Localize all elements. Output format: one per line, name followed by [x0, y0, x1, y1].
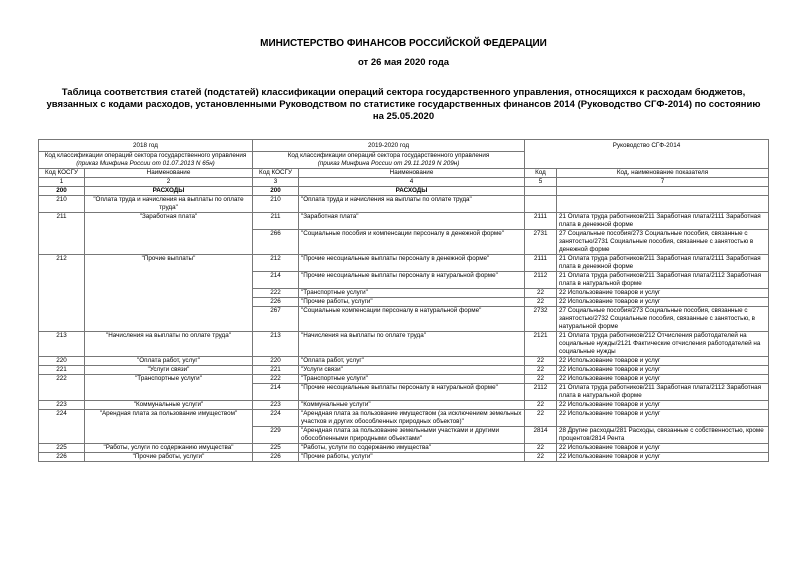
sgf-indicator: 28 Другие расходы/281 Расходы, связанные с собственностью, кроме процентов/2814 Рента — [557, 427, 769, 444]
kosgu-2019-name: "Работы, услуги по содержанию имущества" — [299, 444, 525, 453]
kosgu-2018-code: 220 — [39, 357, 85, 366]
kosgu-2018-header — [39, 152, 253, 169]
kosgu-2018-code: 212 — [39, 255, 85, 332]
table-row — [39, 213, 769, 230]
kosgu-2019-name: "Транспортные услуги" — [299, 375, 525, 384]
kosgu-2018-code: 221 — [39, 366, 85, 375]
column-header: Код — [525, 169, 557, 178]
kosgu-2019-name: "Социальные компенсации персоналу в натуральной форме" — [299, 307, 525, 332]
sgf-indicator: 22 Использование товаров и услуг — [557, 401, 769, 410]
table-row — [39, 401, 769, 410]
kosgu-2018-name: "Прочие выплаты" — [85, 255, 253, 332]
kosgu-2019-code: 213 — [253, 332, 299, 357]
kosgu-2019-name: "Оплата труда и начисления на выплаты по оплате труда" — [299, 196, 525, 213]
kosgu-2018-code: 211 — [39, 213, 85, 255]
kosgu-2019-name: "Услуги связи" — [299, 366, 525, 375]
sgf-code: 22 — [525, 375, 557, 384]
sgf-indicator: 27 Социальные пособия/273 Социальные пособия, связанные с занятостью/2731 Социальные пособия, связанные с занятостью в денежной форме — [557, 230, 769, 255]
sgf-code: 22 — [525, 444, 557, 453]
kosgu-2019-name: "Прочие работы, услуги" — [299, 298, 525, 307]
kosgu-2019-code: 224 — [253, 410, 299, 427]
kosgu-2019-name: "Социальные пособия и компенсации персоналу в денежной форме" — [299, 230, 525, 255]
sgf-code — [525, 196, 557, 213]
sgf-indicator: 21 Оплата труда работников/211 Заработная плата/2112 Заработная плата в натуральной форме — [557, 272, 769, 289]
kosgu-2019-code: 267 — [253, 307, 299, 332]
table-row — [39, 332, 769, 357]
kosgu-2019-name: "Начисления на выплаты по оплате труда" — [299, 332, 525, 357]
column-header: Наименование — [299, 169, 525, 178]
sgf-code: 2111 — [525, 255, 557, 272]
kosgu-2019-code: 226 — [253, 298, 299, 307]
kosgu-2019-code: 210 — [253, 196, 299, 213]
sgf-indicator: 22 Использование товаров и услуг — [557, 298, 769, 307]
kosgu-2019-code: 226 — [253, 453, 299, 462]
sgf-code: 2121 — [525, 332, 557, 357]
kosgu-2018-name: "Услуги связи" — [85, 366, 253, 375]
sgf-indicator — [557, 196, 769, 213]
kosgu-2018-code: 213 — [39, 332, 85, 357]
kosgu-2019-code: 229 — [253, 427, 299, 444]
document-title: Таблица соответствия статей (подстатей) классификации операций сектора государственного управления, относящихся к расходам бюджетов, увязанных с кодами расходов, установленными Руководством по статистике государственных финансов 2014 (Руководство СГФ-2014) по состоянию на 25.05.2020 — [46, 87, 761, 122]
sgf-code: 22 — [525, 289, 557, 298]
column-number: 5 — [525, 178, 557, 187]
table-row — [39, 366, 769, 375]
sgf-indicator: 21 Оплата труда работников/212 Отчисления работодателей на социальные нужды/2121 Фактические отчисления работодателей на социальные нужды — [557, 332, 769, 357]
sgf-code: 22 — [525, 366, 557, 375]
kosgu-2019-code: 225 — [253, 444, 299, 453]
column-number: 7 — [557, 178, 769, 187]
sgf-code: 2112 — [525, 272, 557, 289]
kosgu-2018-name: "Прочие работы, услуги" — [85, 453, 253, 462]
table-row — [39, 187, 769, 196]
sgf-indicator: 21 Оплата труда работников/211 Заработная плата/2112 Заработная плата в натуральной форме — [557, 384, 769, 401]
kosgu-2019-name: "Арендная плата за пользование имуществом (за исключением земельных участков и других обособленных природных объектов)" — [299, 410, 525, 427]
table-row — [39, 444, 769, 453]
sgf-indicator: 22 Использование товаров и услуг — [557, 366, 769, 375]
sgf-indicator: 21 Оплата труда работников/211 Заработная плата/2111 Заработная плата в денежной форме — [557, 255, 769, 272]
kosgu-2018-name: "Начисления на выплаты по оплате труда" — [85, 332, 253, 357]
kosgu-2019-code: 266 — [253, 230, 299, 255]
kosgu-2019-code: 220 — [253, 357, 299, 366]
kosgu-2018-name: "Заработная плата" — [85, 213, 253, 255]
column-header: Код, наименование показателя — [557, 169, 769, 178]
column-number: 2 — [85, 178, 253, 187]
kosgu-2019-name: "Прочие несоциальные выплаты персоналу в натуральной форме" — [299, 384, 525, 401]
kosgu-2019-code: 200 — [253, 187, 299, 196]
column-header: Наименование — [85, 169, 253, 178]
document-date: от 26 мая 2020 года — [357, 57, 450, 68]
group-header-2018: 2018 год — [39, 140, 253, 152]
sgf-code: 2814 — [525, 427, 557, 444]
sgf-indicator: 22 Использование товаров и услуг — [557, 375, 769, 384]
kosgu-2019-code: 221 — [253, 366, 299, 375]
kosgu-2018-name: "Оплата работ, услуг" — [85, 357, 253, 366]
column-number: 4 — [299, 178, 525, 187]
sgf-indicator: 22 Использование товаров и услуг — [557, 410, 769, 427]
ministry-heading: МИНИСТЕРСТВО ФИНАНСОВ РОССИЙСКОЙ ФЕДЕРАЦИИ — [260, 38, 547, 49]
sgf-code: 2732 — [525, 307, 557, 332]
kosgu-2019-name: "Арендная плата за пользование земельными участками и другими обособленными природными объектами" — [299, 427, 525, 444]
group-header-2019: 2019-2020 год — [253, 140, 525, 152]
kosgu-2019-name: РАСХОДЫ — [299, 187, 525, 196]
correspondence-table — [38, 139, 769, 462]
group-header-sgf: Руководство СГФ-2014 — [525, 140, 769, 169]
sgf-code: 2112 — [525, 384, 557, 401]
table-row — [39, 255, 769, 272]
kosgu-2019-code: 223 — [253, 401, 299, 410]
kosgu-2018-name: "Оплата труда и начисления на выплаты по оплате труда" — [85, 196, 253, 213]
sgf-indicator — [557, 187, 769, 196]
sgf-indicator: 21 Оплата труда работников/211 Заработная плата/2111 Заработная плата в денежной форме — [557, 213, 769, 230]
kosgu-2018-code: 226 — [39, 453, 85, 462]
column-header: Код КОСГУ — [39, 169, 85, 178]
kosgu-2019-name: "Коммунальные услуги" — [299, 401, 525, 410]
sgf-indicator: 22 Использование товаров и услуг — [557, 444, 769, 453]
kosgu-2019-name: "Оплата работ, услуг" — [299, 357, 525, 366]
kosgu-2018-code: 210 — [39, 196, 85, 213]
kosgu-2019-name: "Прочие несоциальные выплаты персоналу в денежной форме" — [299, 255, 525, 272]
kosgu-2019-code: 222 — [253, 375, 299, 384]
sgf-indicator: 22 Использование товаров и услуг — [557, 289, 769, 298]
column-number: 3 — [253, 178, 299, 187]
kosgu-2019-code: 211 — [253, 213, 299, 230]
kosgu-2019-code: 212 — [253, 255, 299, 272]
column-header: Код КОСГУ — [253, 169, 299, 178]
table-row — [39, 410, 769, 427]
kosgu-2018-order: (приказ Минфина России от 01.07.2013 N 65н) — [76, 160, 215, 167]
table-row — [39, 357, 769, 366]
column-number: 1 — [39, 178, 85, 187]
sgf-indicator: 22 Использование товаров и услуг — [557, 453, 769, 462]
kosgu-2018-name: РАСХОДЫ — [85, 187, 253, 196]
table-row — [39, 196, 769, 213]
kosgu-2018-name: "Транспортные услуги" — [85, 375, 253, 401]
kosgu-2019-name: "Заработная плата" — [299, 213, 525, 230]
kosgu-2019-code: 214 — [253, 384, 299, 401]
table-row — [39, 375, 769, 384]
kosgu-2018-code: 225 — [39, 444, 85, 453]
kosgu-2018-code: 200 — [39, 187, 85, 196]
table-row — [39, 453, 769, 462]
kosgu-2019-order: (приказ Минфина России от 29.11.2019 N 209н) — [317, 160, 460, 167]
kosgu-2018-code: 222 — [39, 375, 85, 401]
kosgu-2019-code: 214 — [253, 272, 299, 289]
sgf-code — [525, 187, 557, 196]
sgf-code: 2731 — [525, 230, 557, 255]
sgf-code: 22 — [525, 298, 557, 307]
sgf-code: 22 — [525, 357, 557, 366]
kosgu-2018-name: "Работы, услуги по содержанию имущества" — [85, 444, 253, 453]
kosgu-2018-code: 224 — [39, 410, 85, 444]
kosgu-2019-code: 222 — [253, 289, 299, 298]
kosgu-2018-name: "Коммунальные услуги" — [85, 401, 253, 410]
kosgu-2019-name: "Прочие работы, услуги" — [299, 453, 525, 462]
sgf-indicator: 27 Социальные пособия/273 Социальные пособия, связанные с занятостью/2732 Социальные пособия, связанные с занятостью, в натуральной форме — [557, 307, 769, 332]
sgf-indicator: 22 Использование товаров и услуг — [557, 357, 769, 366]
kosgu-2019-header — [253, 152, 525, 169]
sgf-code: 22 — [525, 410, 557, 427]
kosgu-2018-code: 223 — [39, 401, 85, 410]
kosgu-2019-name: "Прочие несоциальные выплаты персоналу в натуральной форме" — [299, 272, 525, 289]
kosgu-2018-name: "Арендная плата за пользование имуществом" — [85, 410, 253, 444]
kosgu-2019-title: Код классификации операций сектора государственного управления — [287, 152, 490, 159]
kosgu-2018-title: Код классификации операций сектора государственного управления — [44, 152, 247, 159]
sgf-code: 2111 — [525, 213, 557, 230]
sgf-code: 22 — [525, 453, 557, 462]
sgf-code: 22 — [525, 401, 557, 410]
kosgu-2019-name: "Транспортные услуги" — [299, 289, 525, 298]
